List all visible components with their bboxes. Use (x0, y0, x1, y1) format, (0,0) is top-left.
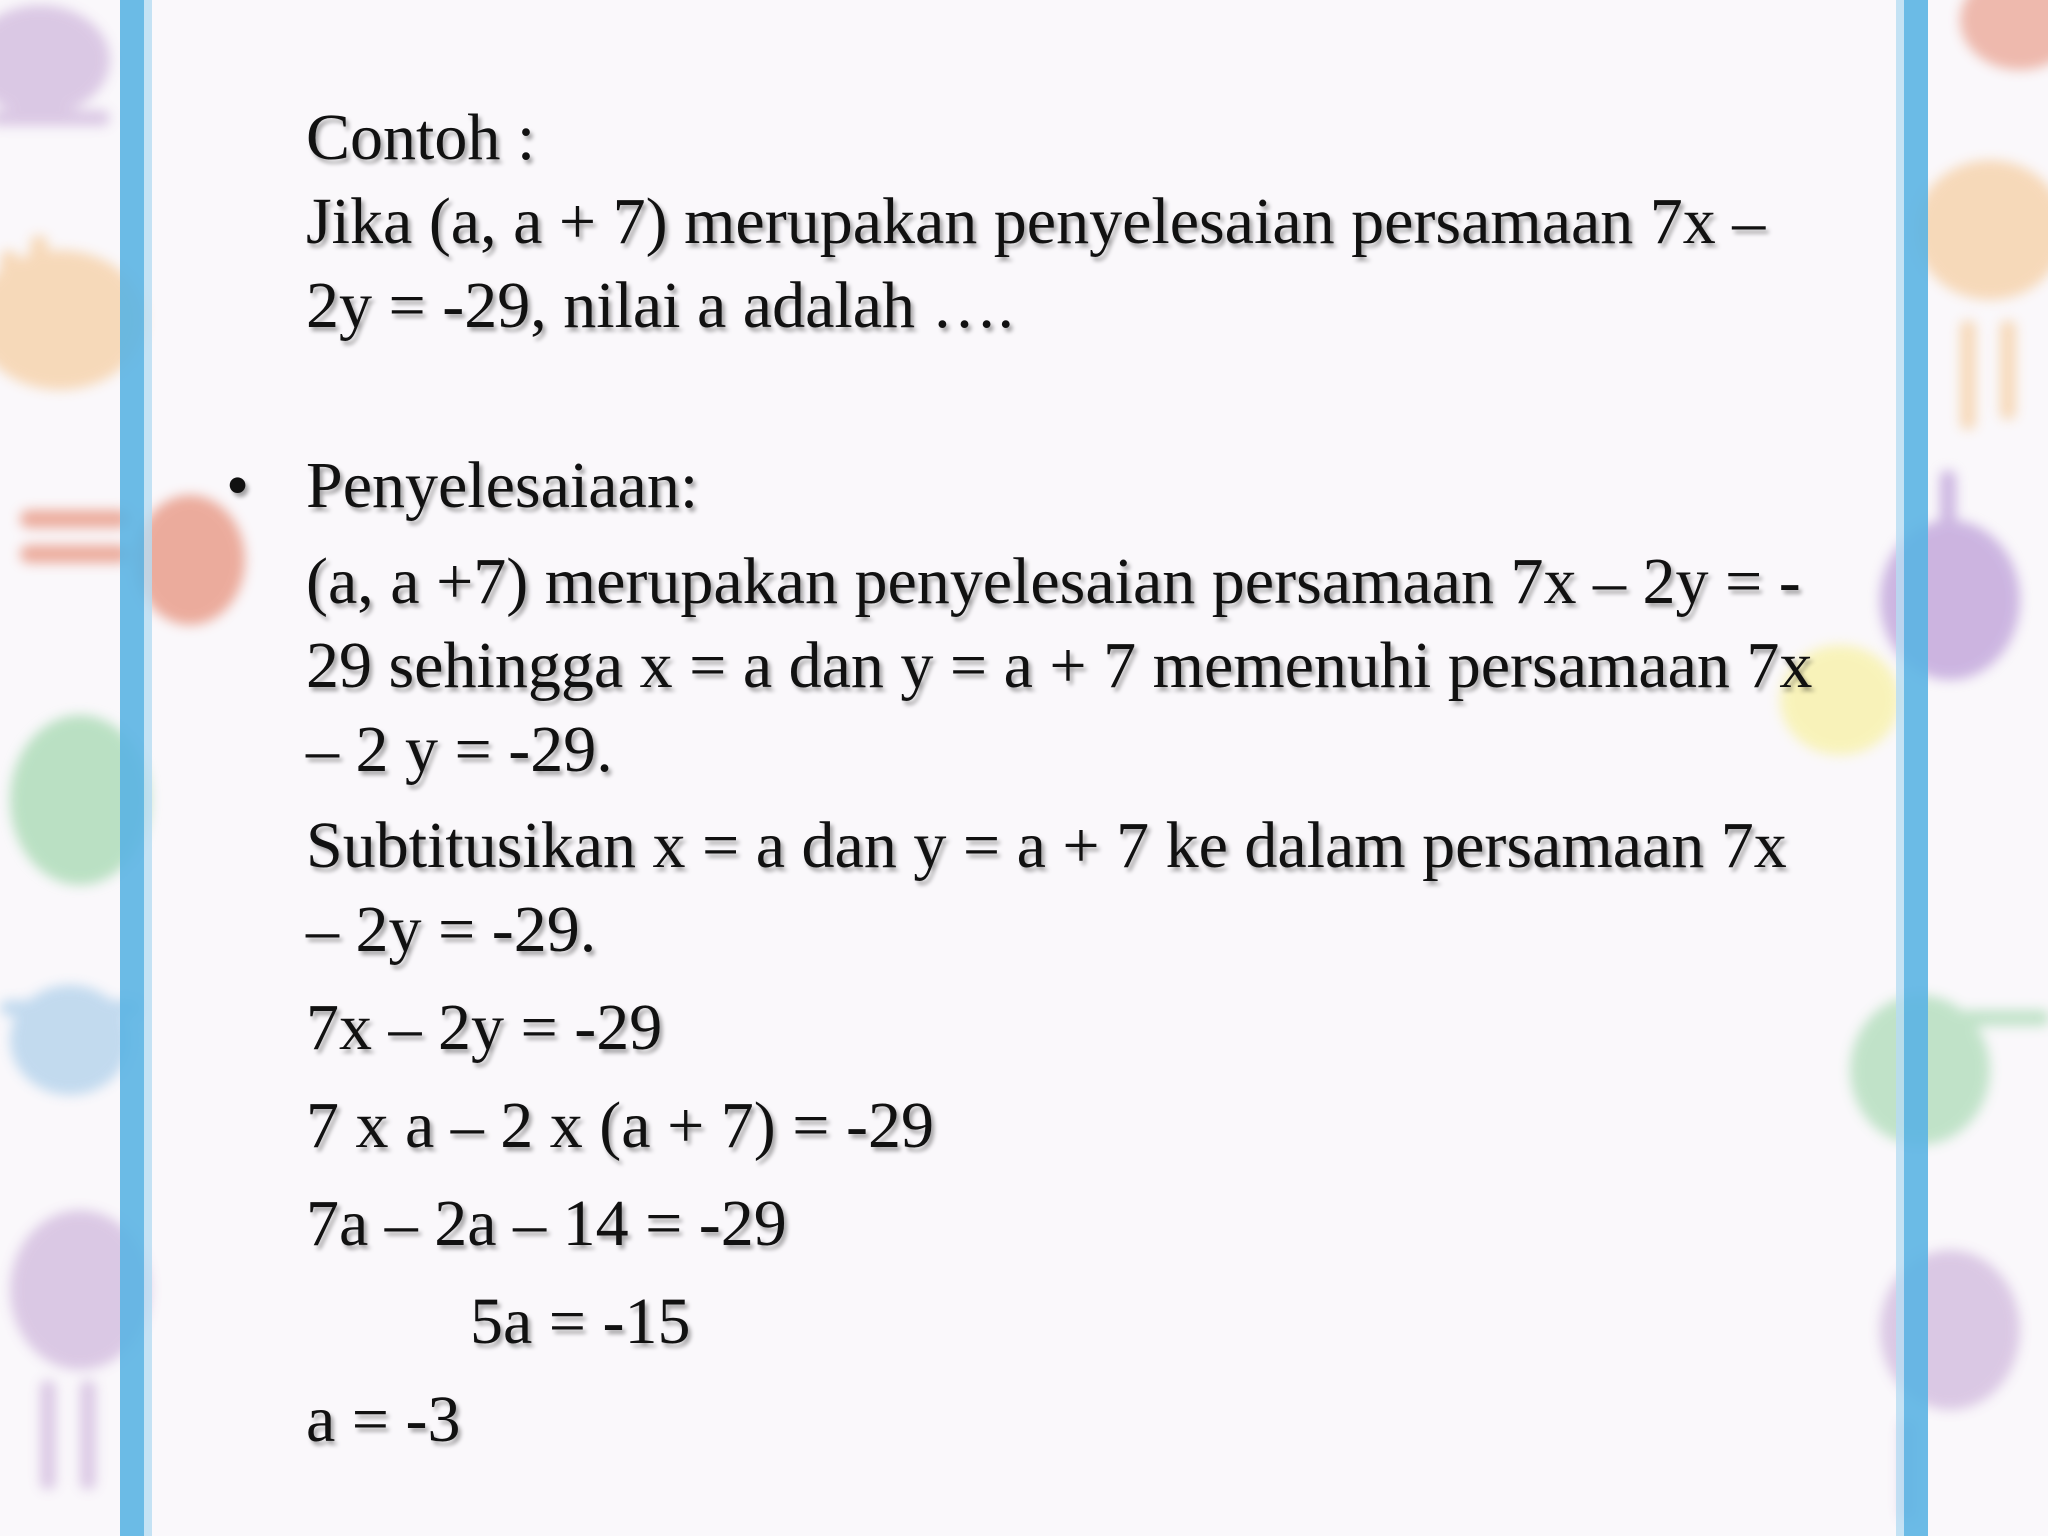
question-line: Jika (a, a + 7) merupakan penyelesaian persamaan 7x – (306, 185, 1766, 258)
left-blue-stripe (120, 0, 144, 1536)
substitution-line: Subtitusikan x = a dan y = a + 7 ke dalam persamaan 7x (306, 809, 1787, 882)
slide-content (226, 96, 1866, 1462)
substitution-line: – 2y = -29. (306, 893, 597, 966)
explanation-line: – 2 y = -29. (306, 713, 613, 786)
handprint-right-green (1850, 995, 2048, 1145)
example-block (306, 96, 1866, 348)
bullet-icon: • (226, 449, 250, 522)
solution-heading: Penyelesaiaan: (306, 449, 699, 522)
example-label: Contoh : (306, 101, 536, 174)
substitution-block (306, 804, 1866, 972)
solution-heading-row (226, 444, 1866, 528)
explanation-line: 29 sehingga x = a dan y = a + 7 memenuhi persamaan 7x (306, 629, 1813, 702)
handprint-right-orange (1915, 160, 2048, 430)
step-line: 7x – 2y = -29 (306, 991, 663, 1064)
handprint-right-top (1960, 0, 2048, 70)
explanation-line: (a, a +7) merupakan penyelesaian persamaan 7x – 2y = - (306, 545, 1801, 618)
handprint-left-top (0, 5, 110, 126)
step-line: 7a – 2a – 14 = -29 (306, 1187, 787, 1260)
steps-block (306, 986, 1866, 1462)
handprint-left-blue (0, 985, 140, 1095)
step-line: a = -3 (306, 1383, 461, 1456)
right-stripe-highlight (1896, 0, 1904, 1536)
explanation-block (306, 540, 1866, 792)
step-line: 7 x a – 2 x (a + 7) = -29 (306, 1089, 934, 1162)
step-line: 5a = -15 (470, 1285, 691, 1358)
right-blue-stripe (1904, 0, 1928, 1536)
left-stripe-highlight (144, 0, 152, 1536)
question-line: 2y = -29, nilai a adalah …. (306, 269, 1015, 342)
